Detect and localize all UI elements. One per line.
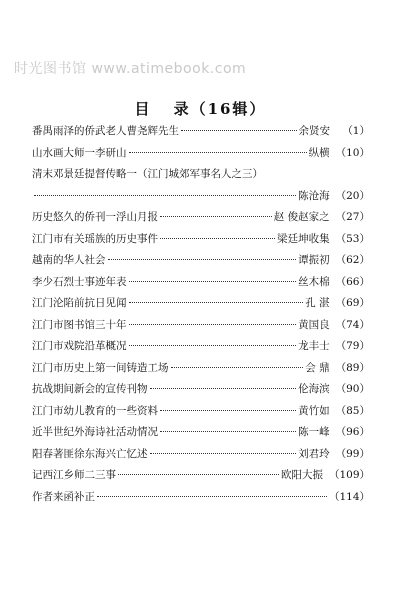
entry-title: 江门沦陷前抗日见闻 [32, 297, 127, 309]
entry-page: （90） [335, 383, 370, 395]
entry-title: 李少石烈士事迹年表 [32, 275, 127, 288]
entry-page: （20） [335, 189, 370, 202]
entry-author: 龙丰士 [298, 340, 330, 352]
entry-page: （74） [335, 318, 370, 331]
dot-leader [108, 259, 297, 260]
entry-title: 江门市戏院沿革概况 [32, 340, 127, 352]
entry-page: （62） [335, 254, 370, 266]
entry-page: （99） [335, 447, 370, 460]
entry-author: 余贤安 [298, 125, 330, 137]
toc-entry [32, 253, 370, 275]
entry-title: 抗战期间新会的宣传刊物 [32, 383, 148, 395]
entry-author: 伦海滨 [298, 383, 330, 395]
dot-leader [150, 388, 297, 389]
entry-page: （96） [335, 426, 370, 438]
toc-heading-left: 目 [134, 100, 152, 118]
toc-heading [0, 98, 401, 119]
entry-author: 赵 俊赵家之 [273, 211, 330, 223]
toc-entry [32, 468, 370, 490]
entry-page: （109） [328, 469, 370, 481]
entry-title: 江门市幼儿教育的一些资料 [32, 404, 158, 417]
entry-title: 记西江乡师二三事 [32, 469, 116, 481]
toc-entry [32, 339, 370, 361]
entry-author: 梁廷坤收集 [277, 232, 330, 245]
toc-entry [32, 490, 370, 512]
entry-title: 江门市历史上第一间铸造工场 [32, 361, 169, 374]
dot-leader [160, 410, 296, 411]
toc-entry [32, 146, 370, 168]
toc-entry [32, 167, 370, 189]
toc-entry [32, 361, 370, 383]
dot-leader [160, 216, 272, 217]
entry-title: 近半世纪外海诗社活动情况 [32, 426, 158, 438]
toc-entry [32, 296, 370, 318]
toc-entry [32, 425, 370, 447]
entry-author: 陈一峰 [298, 426, 330, 438]
entry-page: （27） [335, 211, 370, 223]
entry-author: 欧阳大振 [280, 469, 323, 481]
toc-entry-continuation [32, 189, 370, 211]
toc-entry [32, 210, 370, 232]
entry-page: （10） [335, 146, 370, 159]
dot-leader [118, 474, 279, 475]
entry-page: （114） [328, 490, 370, 503]
entry-title: 阳春著匪徐东海兴亡忆述 [32, 447, 148, 460]
dot-leader [160, 431, 296, 432]
entry-page: （85） [335, 404, 370, 417]
toc-list [32, 124, 370, 511]
dot-leader [129, 324, 297, 325]
entry-title: 越南的华人社会 [32, 254, 106, 266]
entry-author: 黄国良 [298, 318, 330, 331]
dot-leader [129, 281, 297, 282]
watermark: 时光图书馆 www.atimebook.com [14, 61, 247, 77]
dot-leader [171, 367, 304, 368]
dot-leader [129, 302, 304, 303]
toc-heading-right: 录（16辑） [173, 100, 267, 118]
toc-entry [32, 404, 370, 426]
toc-entry [32, 318, 370, 340]
dot-leader [97, 496, 327, 497]
dot-leader [150, 453, 297, 454]
entry-page: （1） [342, 125, 370, 137]
entry-author: 谭振初 [298, 254, 330, 266]
toc-entry [32, 382, 370, 404]
entry-title: 山水画大师一李研山 [32, 146, 127, 159]
dot-leader [129, 345, 297, 346]
entry-author: 丝木棉 [298, 275, 330, 288]
entry-title: 作者来函补正 [32, 490, 95, 503]
entry-title: 清末邓景廷提督传略一（江门城郊军事名人之三） [32, 168, 263, 180]
entry-page: （53） [335, 232, 370, 245]
toc-entry [32, 447, 370, 469]
entry-author: 刘君玲 [298, 447, 330, 460]
dot-leader [34, 195, 296, 196]
entry-page: （89） [335, 361, 370, 374]
entry-page: （69） [335, 297, 370, 309]
entry-page: （79） [335, 340, 370, 352]
dot-leader [181, 130, 297, 131]
entry-author: 陈沧海 [298, 189, 330, 202]
toc-entry [32, 275, 370, 297]
entry-title: 江门市有关瑶族的历史事件 [32, 232, 158, 245]
entry-author: 孔 湛 [305, 297, 330, 309]
entry-author: 会 鼎 [305, 361, 330, 374]
entry-title: 江门市图书馆三十年 [32, 318, 127, 331]
entry-title: 历史悠久的侨刊一浮山月报 [32, 211, 158, 223]
entry-title: 番禺雨泽的侨武老人曹尧辉先生 [32, 125, 179, 137]
toc-entry [32, 232, 370, 254]
entry-author: 黄竹如 [298, 404, 330, 417]
entry-page: （66） [335, 275, 370, 288]
dot-leader [129, 152, 307, 153]
toc-entry [32, 124, 370, 146]
dot-leader [160, 238, 275, 239]
entry-author: 纵横 [308, 146, 330, 159]
